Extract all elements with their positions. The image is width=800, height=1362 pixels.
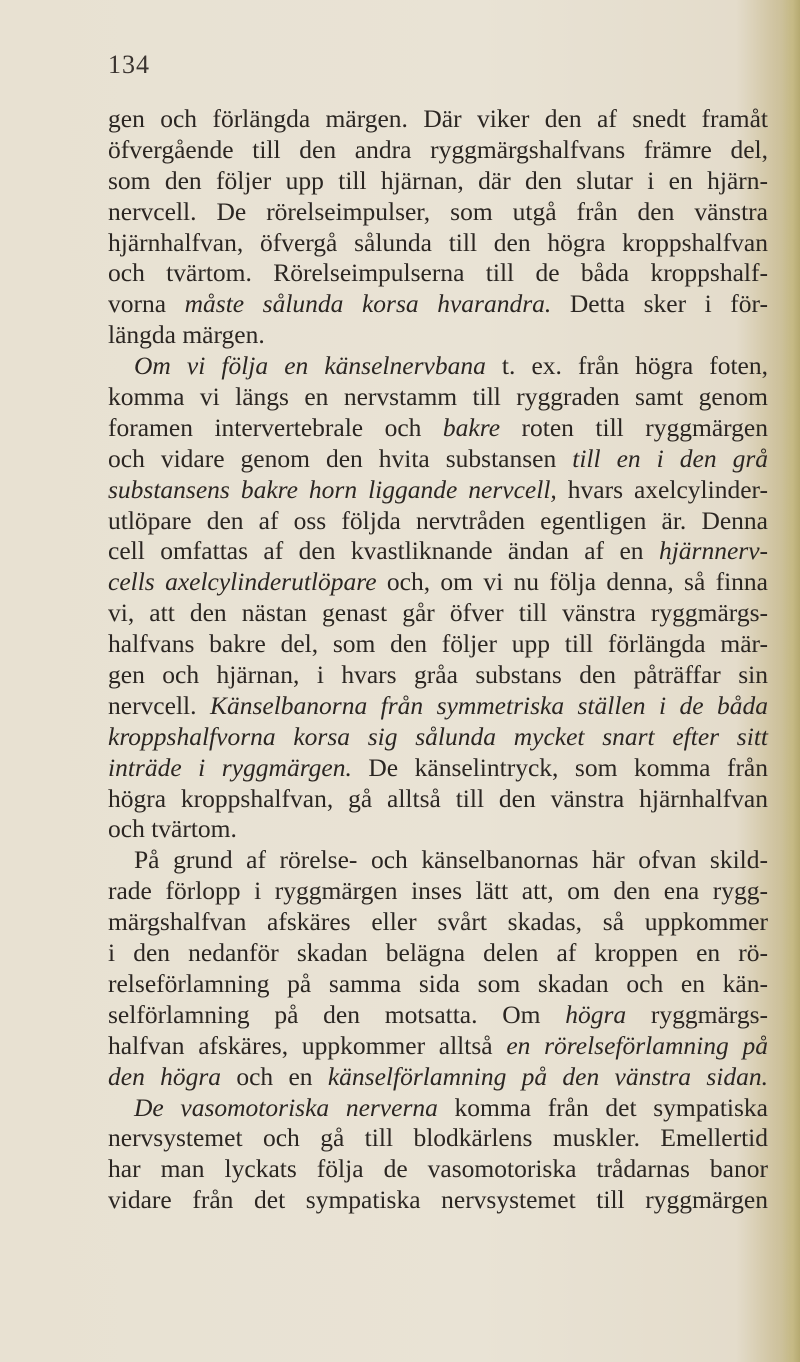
text-segment: gen och förlängda märgen. Där viker den af snedt framåt (108, 104, 768, 133)
italic-text: känselförlamning på den vänstra sidan. (327, 1061, 768, 1091)
italic-text: till en i den grå (572, 443, 768, 473)
text-line (108, 1062, 768, 1093)
text-line (108, 320, 768, 351)
text-line (108, 845, 768, 876)
text-segment: och tvärtom. Rörelseimpulserna till de båda kroppshalf- (108, 258, 768, 288)
text-line (108, 1031, 768, 1062)
text-line (108, 969, 768, 1000)
text-segment: och, om vi nu följa denna, så finna (376, 567, 768, 597)
text-segment: längda märgen. (108, 320, 265, 350)
text-segment: vorna (108, 289, 185, 319)
italic-text: hjärnnerv- (658, 536, 768, 566)
text-line (108, 258, 768, 289)
text-segment: Detta sker i för- (551, 289, 768, 319)
text-line (108, 1185, 768, 1216)
text-line (108, 722, 768, 753)
italic-text: kroppshalfvorna korsa sig sålunda mycket snart efter sitt (108, 721, 768, 751)
text-line (108, 228, 768, 259)
text-line (108, 536, 768, 567)
text-segment: selförlamning på den motsatta. Om (108, 999, 566, 1029)
text-line (108, 506, 768, 537)
italic-text: Känselbanorna från symmetriska ställen i de båda (209, 690, 768, 720)
italic-text: en rörelseförlamning på (506, 1030, 768, 1060)
italic-text: bakre (442, 412, 501, 442)
text-segment: På grund af rörelse- och känselbanornas här ofvan skild- (134, 845, 768, 875)
text-line (108, 197, 768, 228)
italic-text: De vasomotoriska nerverna (134, 1092, 438, 1122)
text-line (108, 475, 768, 506)
text-segment: hvars axelcylinder- (556, 474, 768, 504)
text-line (108, 814, 768, 845)
text-line (108, 166, 768, 197)
text-segment: roten till ryggmärgen (500, 412, 768, 442)
text-segment: t. ex. från högra foten, (485, 351, 768, 381)
body-text (108, 104, 768, 1216)
text-segment: och tvärtom. (108, 814, 237, 844)
text-line (108, 598, 768, 629)
text-segment: och en (221, 1061, 328, 1091)
text-line (108, 351, 768, 382)
text-segment: komma vi längs en nervstamm till ryggraden samt genom (108, 382, 768, 412)
text-line (108, 289, 768, 320)
text-segment: nervcell. De rörelseimpulser, som utgå från den vänstra (108, 196, 768, 226)
text-segment: relseförlamning på samma sida som skadan och en kän- (108, 968, 768, 998)
italic-text: cells axelcylinderutlöpare (108, 567, 377, 597)
italic-text: substansens bakre horn liggande nervcell, (108, 474, 557, 504)
text-segment: nervsystemet och gå till blodkärlens muskler. Emellertid (108, 1123, 768, 1153)
text-line (108, 444, 768, 475)
text-line (108, 691, 768, 722)
text-line (108, 135, 768, 166)
text-segment: hjärnhalfvan, öfvergå sålunda till den högra kroppshalfvan (108, 227, 768, 257)
text-line (108, 1154, 768, 1185)
text-segment: gen och hjärnan, i hvars gråa substans den påträffar sin (108, 660, 768, 690)
text-line (108, 876, 768, 907)
page-number: 134 (108, 50, 150, 79)
italic-text: måste sålunda korsa hvarandra. (184, 289, 552, 319)
text-segment: cell omfattas af den kvastliknande ändan af en (108, 536, 659, 566)
text-line (108, 567, 768, 598)
text-line (108, 629, 768, 660)
text-segment: öfvergående till den andra ryggmärgshalfvans främre del, (108, 134, 768, 164)
page-edge-shadow (782, 0, 800, 1362)
text-line (108, 104, 768, 135)
text-segment: nervcell. (108, 690, 210, 720)
text-segment: halfvans bakre del, som den följer upp till förlängda mär- (108, 629, 768, 659)
text-segment: rade förlopp i ryggmärgen inses lätt att, om den ena rygg- (108, 876, 768, 906)
text-line (108, 382, 768, 413)
text-line (108, 784, 768, 815)
text-segment: komma från det sympatiska (437, 1092, 768, 1122)
text-segment: utlöpare den af oss följda nervtråden egentligen är. Denna (108, 505, 768, 535)
text-line (108, 753, 768, 784)
text-segment: vidare från det sympatiska nervsystemet till ryggmärgen (108, 1185, 768, 1215)
text-line (108, 938, 768, 969)
text-line (108, 1093, 768, 1124)
text-line (108, 660, 768, 691)
text-line (108, 907, 768, 938)
text-segment: ryggmärgs- (626, 999, 768, 1029)
text-line (108, 413, 768, 444)
italic-text: den högra (108, 1061, 222, 1091)
text-segment: har man lyckats följa de vasomotoriska trådarnas banor (108, 1154, 768, 1184)
text-segment: foramen intervertebrale och (108, 412, 443, 442)
italic-text: Om vi följa en känselnervbana (134, 351, 486, 381)
text-segment: i den nedanför skadan belägna delen af kroppen en rö- (108, 938, 768, 968)
text-segment: och vidare genom den hvita substansen (108, 443, 573, 473)
italic-text: högra (565, 999, 627, 1029)
text-segment: högra kroppshalfvan, gå alltså till den vänstra hjärnhalfvan (108, 783, 768, 813)
text-segment: halfvan afskäres, uppkommer alltså (108, 1030, 507, 1060)
text-segment: som den följer upp till hjärnan, där den slutar i en hjärn- (108, 165, 768, 195)
text-segment: märgshalfvan afskäres eller svårt skadas, så uppkommer (108, 907, 768, 937)
text-segment: vi, att den nästan genast går öfver till vänstra ryggmärgs- (108, 598, 768, 628)
text-line (108, 1000, 768, 1031)
text-line (108, 1123, 768, 1154)
italic-text: inträde i ryggmärgen. (108, 752, 352, 782)
text-segment: De känselintryck, som komma från (351, 752, 769, 782)
